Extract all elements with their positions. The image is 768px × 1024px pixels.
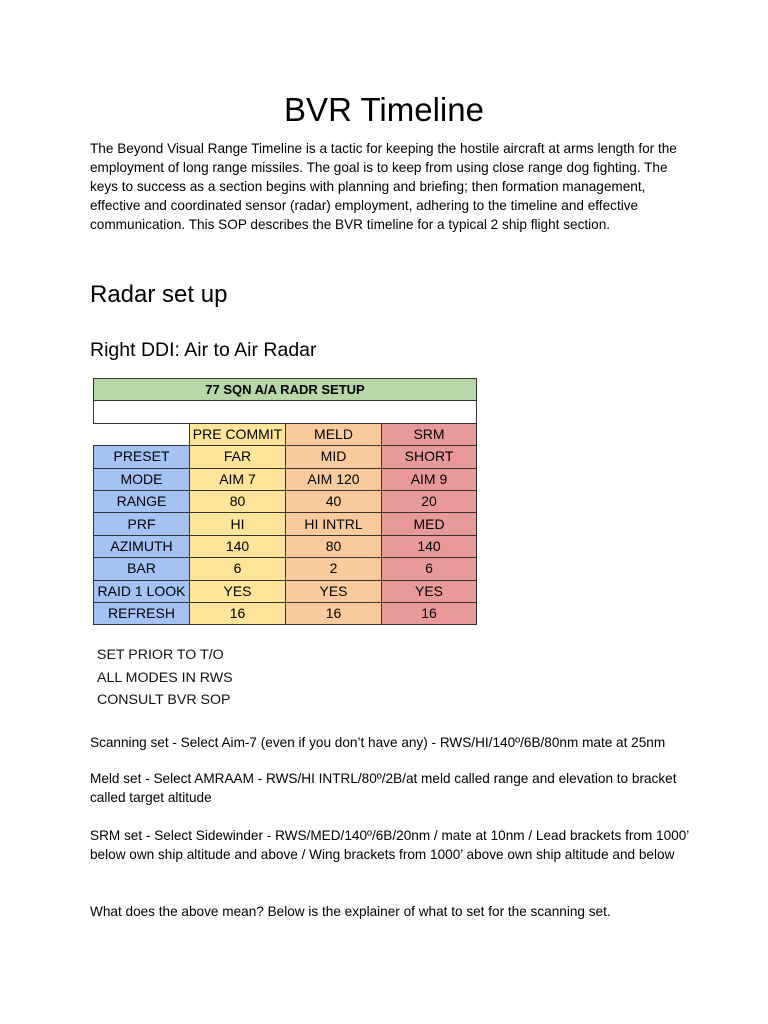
table-cell: HI [190, 513, 286, 535]
table-cell: 80 [190, 490, 286, 512]
table-cell: YES [286, 580, 382, 602]
table-cell: 16 [286, 602, 382, 624]
table-blank-row [94, 401, 477, 423]
note-item: SET PRIOR TO T/O [97, 647, 224, 663]
row-label: BAR [94, 558, 190, 580]
table-cell: FAR [190, 446, 286, 468]
row-label: PRF [94, 513, 190, 535]
table-corner-cell [94, 423, 190, 445]
table-cell: 80 [286, 535, 382, 557]
table-row [94, 513, 477, 535]
table-row [94, 602, 477, 624]
column-header-meld: MELD [286, 423, 382, 445]
table-title-row [94, 379, 477, 401]
column-header-pre-commit: PRE COMMIT [190, 423, 286, 445]
table-row [94, 558, 477, 580]
table-cell: 20 [382, 490, 477, 512]
row-label: RANGE [94, 490, 190, 512]
row-label: RAID 1 LOOK [94, 580, 190, 602]
table-cell: SHORT [382, 446, 477, 468]
table-cell: 6 [190, 558, 286, 580]
table-cell: YES [382, 580, 477, 602]
setup-notes [97, 644, 233, 712]
note-item: CONSULT BVR SOP [97, 692, 231, 708]
row-label: PRESET [94, 446, 190, 468]
table-cell: 140 [382, 535, 477, 557]
table-cell: HI INTRL [286, 513, 382, 535]
note-item: ALL MODES IN RWS [97, 669, 233, 686]
explainer-question-paragraph: What does the above mean? Below is the explainer of what to set for the scanning set. [90, 904, 611, 919]
table-cell: AIM 120 [286, 468, 382, 490]
table-cell: 40 [286, 490, 382, 512]
table-header-row [94, 423, 477, 445]
table-cell: AIM 9 [382, 468, 477, 490]
document-title: BVR Timeline [284, 91, 484, 128]
table-cell: 140 [190, 535, 286, 557]
table-cell: 16 [382, 602, 477, 624]
table-cell: MID [286, 446, 382, 468]
subsection-heading-right-ddi: Right DDI: Air to Air Radar [90, 339, 317, 361]
srm-set-paragraph: SRM set - Select Sidewinder - RWS/MED/140º/6B/20nm / mate at 10nm / Lead brackets from 1000’ below own ship altitude and above / Wing brackets from 1000’ above own ship altitude and below [90, 828, 689, 862]
table-cell: AIM 7 [190, 468, 286, 490]
table-row [94, 580, 477, 602]
row-label: MODE [94, 468, 190, 490]
scanning-set-paragraph: Scanning set - Select Aim-7 (even if you don’t have any) - RWS/HI/140º/6B/80nm mate at 25nm [90, 735, 666, 750]
meld-set-paragraph: Meld set - Select AMRAAM - RWS/HI INTRL/80º/2B/at meld called range and elevation to bracket called target altitude [90, 771, 677, 805]
table-cell: MED [382, 513, 477, 535]
table-cell: 2 [286, 558, 382, 580]
table-row [94, 446, 477, 468]
table-cell: 6 [382, 558, 477, 580]
table-row [94, 468, 477, 490]
row-label: REFRESH [94, 602, 190, 624]
table-blank-cell [94, 401, 477, 423]
table-cell: 16 [190, 602, 286, 624]
table-row [94, 535, 477, 557]
table-cell: YES [190, 580, 286, 602]
section-heading-radar-set-up: Radar set up [90, 281, 228, 308]
column-header-srm: SRM [382, 423, 477, 445]
table-title: 77 SQN A/A RADR SETUP [94, 379, 477, 401]
table-row [94, 490, 477, 512]
row-label: AZIMUTH [94, 535, 190, 557]
intro-paragraph: The Beyond Visual Range Timeline is a tactic for keeping the hostile aircraft at arms length for the employment of long range missiles. The goal is to keep from using close range dog fighting. The keys to success as a section begins with planning and briefing; then formation management, effective and coordinated sensor (radar) employment, adhering to the timeline and effective communication. This SOP describes the BVR timeline for a typical 2 ship flight section. [90, 141, 677, 232]
radar-setup-table [93, 378, 477, 625]
